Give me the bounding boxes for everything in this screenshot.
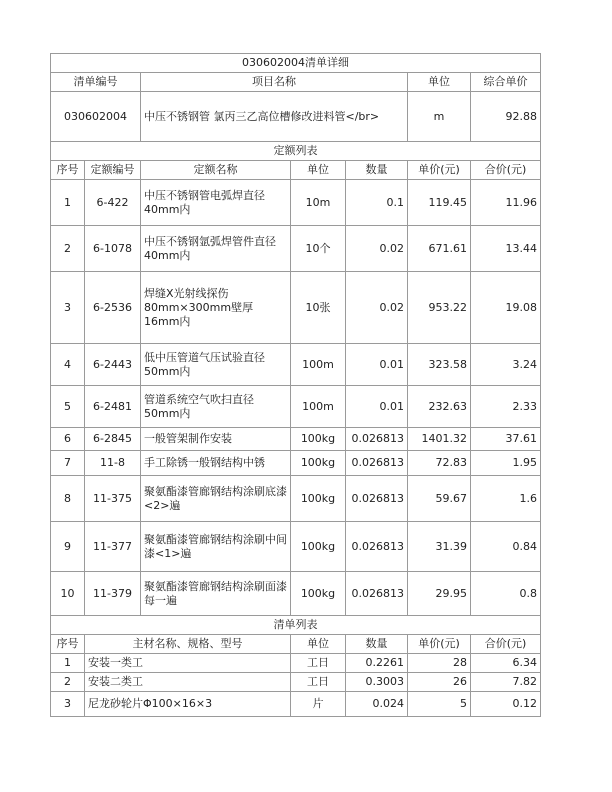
bill-price: 92.88 — [471, 92, 541, 142]
quota-uprice: 29.95 — [408, 572, 471, 616]
quota-code: 11-375 — [85, 476, 141, 522]
quota-name-header: 定额名称 — [141, 161, 291, 180]
quota-code: 6-2481 — [85, 386, 141, 428]
quota-name: 手工除锈一般钢结构中锈 — [141, 451, 291, 476]
quota-qty-header: 数量 — [346, 161, 408, 180]
quota-total: 2.33 — [471, 386, 541, 428]
bill-detail-table — [50, 53, 541, 717]
quota-idx: 3 — [51, 272, 85, 344]
list-item — [51, 673, 541, 692]
material-unit-header: 单位 — [291, 635, 346, 654]
bill-code-header: 清单编号 — [51, 73, 141, 92]
material-name: 尼龙砂轮片Φ100×16×3 — [85, 692, 291, 717]
bill-unit-header: 单位 — [408, 73, 471, 92]
quota-idx: 10 — [51, 572, 85, 616]
quota-unit: 100kg — [291, 522, 346, 572]
quota-qty: 0.026813 — [346, 522, 408, 572]
quota-code: 6-422 — [85, 180, 141, 226]
quota-idx: 7 — [51, 451, 85, 476]
list-item — [51, 692, 541, 717]
quota-unit: 100m — [291, 344, 346, 386]
bill-row — [51, 92, 541, 142]
quota-idx: 2 — [51, 226, 85, 272]
material-total: 7.82 — [471, 673, 541, 692]
quota-section-row — [51, 142, 541, 161]
table-row — [51, 522, 541, 572]
quota-code: 11-379 — [85, 572, 141, 616]
material-section-title: 清单列表 — [51, 616, 541, 635]
quota-code: 11-8 — [85, 451, 141, 476]
material-uprice: 28 — [408, 654, 471, 673]
bill-header-row — [51, 73, 541, 92]
material-unit: 工日 — [291, 673, 346, 692]
quota-idx-header: 序号 — [51, 161, 85, 180]
title-row — [51, 54, 541, 73]
quota-qty: 0.026813 — [346, 451, 408, 476]
table-row — [51, 572, 541, 616]
quota-name: 低中压管道气压试验直径50mm内 — [141, 344, 291, 386]
bill-code: 030602004 — [51, 92, 141, 142]
bill-price-header: 综合单价 — [471, 73, 541, 92]
material-total: 6.34 — [471, 654, 541, 673]
table-title: 030602004清单详细 — [51, 54, 541, 73]
quota-code: 6-1078 — [85, 226, 141, 272]
material-qty-header: 数量 — [346, 635, 408, 654]
quota-name: 聚氨酯漆管廊钢结构涂刷中间漆<1>遍 — [141, 522, 291, 572]
material-name: 安装一类工 — [85, 654, 291, 673]
bill-unit: m — [408, 92, 471, 142]
quota-name: 焊缝X光射线探伤80mm×300mm壁厚16mm内 — [141, 272, 291, 344]
quota-total: 19.08 — [471, 272, 541, 344]
quota-unit: 100kg — [291, 476, 346, 522]
quota-unit: 100kg — [291, 451, 346, 476]
quota-idx: 9 — [51, 522, 85, 572]
quota-idx: 8 — [51, 476, 85, 522]
quota-total: 1.95 — [471, 451, 541, 476]
quota-unit-header: 单位 — [291, 161, 346, 180]
quota-idx: 6 — [51, 428, 85, 451]
quota-unit: 100m — [291, 386, 346, 428]
quota-qty: 0.026813 — [346, 572, 408, 616]
list-item — [51, 654, 541, 673]
quota-name: 管道系统空气吹扫直径50mm内 — [141, 386, 291, 428]
material-idx: 2 — [51, 673, 85, 692]
bill-name-header: 项目名称 — [141, 73, 408, 92]
table-row — [51, 476, 541, 522]
quota-qty: 0.026813 — [346, 428, 408, 451]
table-body — [51, 54, 541, 717]
quota-qty: 0.01 — [346, 344, 408, 386]
quota-total: 1.6 — [471, 476, 541, 522]
quota-section-title: 定额列表 — [51, 142, 541, 161]
quota-unit: 100kg — [291, 572, 346, 616]
quota-total: 0.8 — [471, 572, 541, 616]
quota-total-header: 合价(元) — [471, 161, 541, 180]
quota-name: 一般管架制作安装 — [141, 428, 291, 451]
bill-name: 中压不锈钢管 氯丙三乙高位槽修改进料管</br> — [141, 92, 408, 142]
quota-code-header: 定额编号 — [85, 161, 141, 180]
quota-uprice: 323.58 — [408, 344, 471, 386]
quota-unit: 10m — [291, 180, 346, 226]
quota-total: 37.61 — [471, 428, 541, 451]
material-unit: 工日 — [291, 654, 346, 673]
quota-code: 6-2845 — [85, 428, 141, 451]
table-row — [51, 272, 541, 344]
quota-uprice: 72.83 — [408, 451, 471, 476]
quota-qty: 0.01 — [346, 386, 408, 428]
material-idx-header: 序号 — [51, 635, 85, 654]
material-header-row — [51, 635, 541, 654]
quota-name: 中压不锈钢氩弧焊管件直径40mm内 — [141, 226, 291, 272]
quota-qty: 0.02 — [346, 272, 408, 344]
quota-total: 3.24 — [471, 344, 541, 386]
quota-name: 中压不锈钢管电弧焊直径40mm内 — [141, 180, 291, 226]
table-row — [51, 428, 541, 451]
material-uprice: 26 — [408, 673, 471, 692]
quota-uprice: 671.61 — [408, 226, 471, 272]
quota-unit: 100kg — [291, 428, 346, 451]
quota-uprice: 119.45 — [408, 180, 471, 226]
quota-uprice: 59.67 — [408, 476, 471, 522]
quota-uprice: 31.39 — [408, 522, 471, 572]
quota-idx: 4 — [51, 344, 85, 386]
quota-idx: 5 — [51, 386, 85, 428]
quota-total: 11.96 — [471, 180, 541, 226]
quota-uprice: 1401.32 — [408, 428, 471, 451]
material-uprice-header: 单价(元) — [408, 635, 471, 654]
quota-code: 6-2443 — [85, 344, 141, 386]
material-idx: 3 — [51, 692, 85, 717]
quota-uprice: 953.22 — [408, 272, 471, 344]
quota-uprice-header: 单价(元) — [408, 161, 471, 180]
table-row — [51, 451, 541, 476]
quota-uprice: 232.63 — [408, 386, 471, 428]
quota-code: 6-2536 — [85, 272, 141, 344]
table-row — [51, 180, 541, 226]
material-qty: 0.3003 — [346, 673, 408, 692]
table-row — [51, 344, 541, 386]
quota-qty: 0.02 — [346, 226, 408, 272]
table-row — [51, 386, 541, 428]
table-row — [51, 226, 541, 272]
material-section-row — [51, 616, 541, 635]
material-idx: 1 — [51, 654, 85, 673]
material-qty: 0.2261 — [346, 654, 408, 673]
quota-total: 0.84 — [471, 522, 541, 572]
material-qty: 0.024 — [346, 692, 408, 717]
material-total: 0.12 — [471, 692, 541, 717]
material-name-header: 主材名称、规格、型号 — [85, 635, 291, 654]
quota-total: 13.44 — [471, 226, 541, 272]
quota-qty: 0.1 — [346, 180, 408, 226]
quota-qty: 0.026813 — [346, 476, 408, 522]
quota-name: 聚氨酯漆管廊钢结构涂刷底漆<2>遍 — [141, 476, 291, 522]
quota-unit: 10个 — [291, 226, 346, 272]
quota-unit: 10张 — [291, 272, 346, 344]
quota-name: 聚氨酯漆管廊钢结构涂刷面漆每一遍 — [141, 572, 291, 616]
quota-code: 11-377 — [85, 522, 141, 572]
quota-header-row — [51, 161, 541, 180]
material-total-header: 合价(元) — [471, 635, 541, 654]
quota-idx: 1 — [51, 180, 85, 226]
material-name: 安装二类工 — [85, 673, 291, 692]
material-unit: 片 — [291, 692, 346, 717]
material-uprice: 5 — [408, 692, 471, 717]
